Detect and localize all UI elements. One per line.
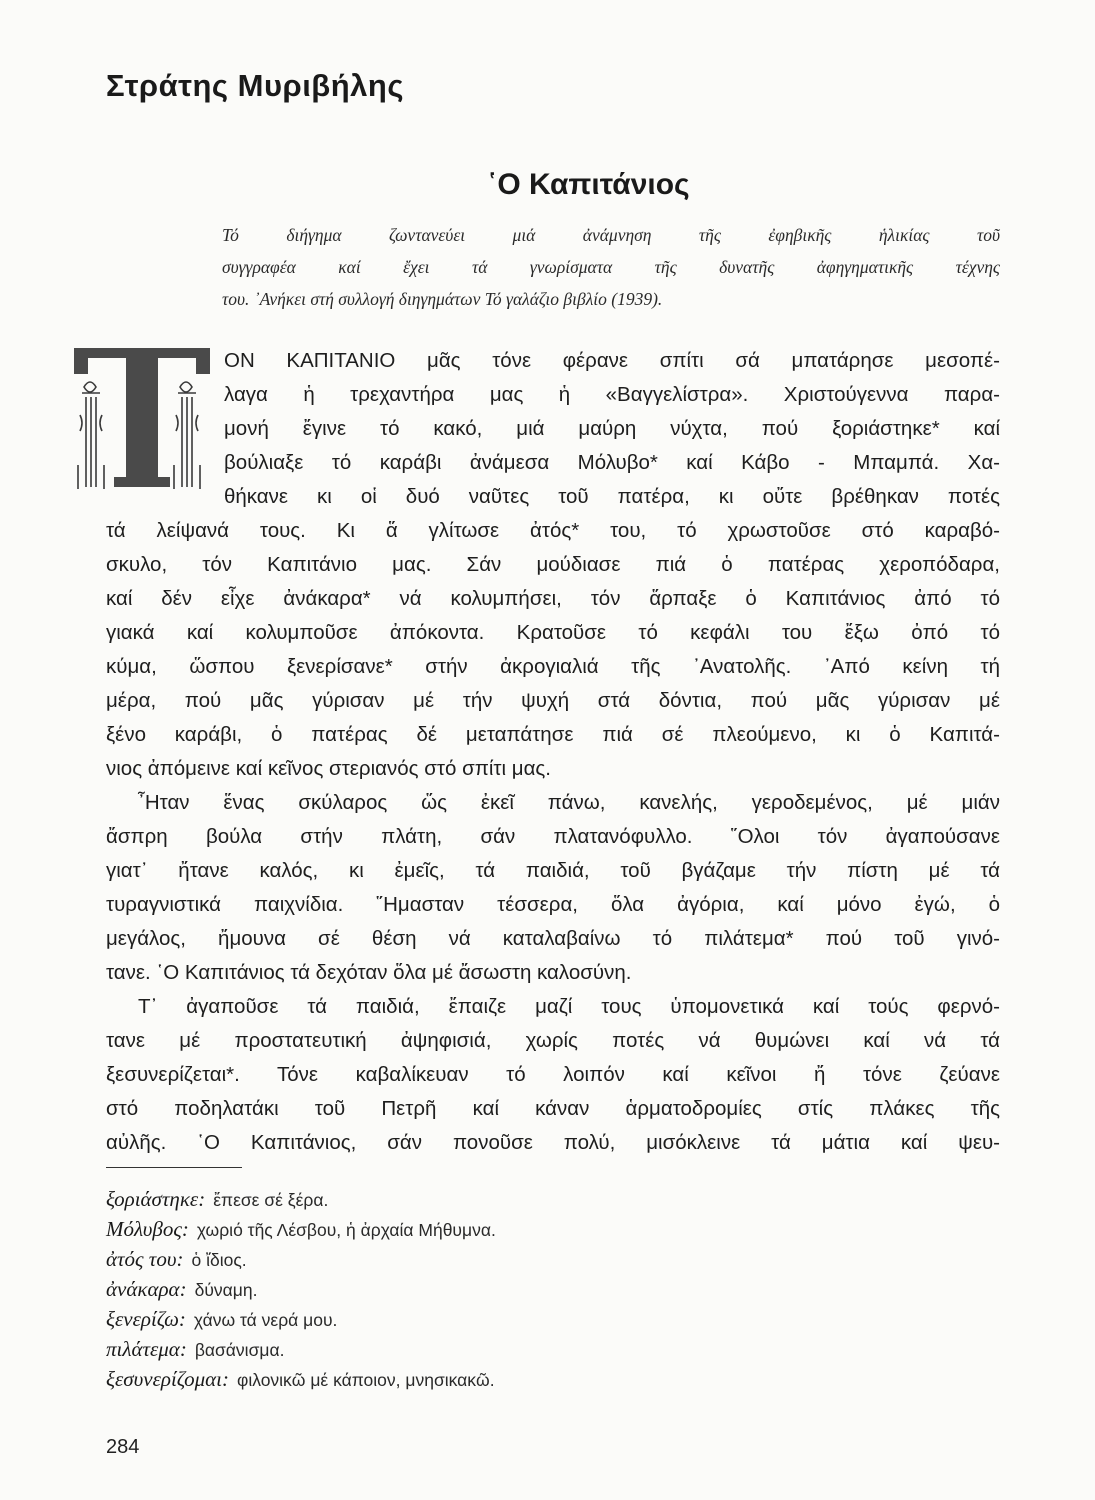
footnote-term: πιλάτεμα:: [106, 1337, 187, 1361]
body-line: Τ᾽ ἀγαποῦσε τά παιδιά, ἔπαιζε μαζί τους ὑπομονετικά καί τούς φερνό-: [138, 995, 1000, 1018]
footnote-term: ξοριάστηκε:: [106, 1187, 206, 1211]
footnote-item: [106, 1244, 1006, 1274]
footnote-item: [106, 1334, 1006, 1364]
body-line: τανε μέ προστατευτική ἀψηφισιά, χωρίς ποτές νά θυμώνει καί νά τά: [106, 1029, 1000, 1052]
footnote-definition: δύναμη.: [194, 1280, 258, 1300]
footnote-term: ξενερίζω:: [106, 1307, 186, 1331]
footnote-item: [106, 1304, 1006, 1334]
body-line: γιατ᾽ ἤτανε καλός, κι ἐμεῖς, τά παιδιά, τοῦ βγάζαμε τήν πίστη μέ τά: [106, 859, 1000, 882]
body-line: στό ποδηλατάκι τοῦ Πετρῆ καί κάναν ἁρματοδρομίες στίς πλάκες τῆς: [106, 1097, 1000, 1120]
footnote-item: [106, 1274, 1006, 1304]
body-line: ΟΝ ΚΑΠΙΤΑΝΙΟ μᾶς τόνε φέρανε σπίτι σά μπατάρησε μεσοπέ-: [224, 349, 1000, 372]
body-line: λαγα ἡ τρεχαντήρα μας ἡ «Βαγγελίστρα». Χριστούγεννα παρα-: [224, 383, 1000, 406]
body-line: θήκανε κι οἱ δυό ναῦτες τοῦ πατέρα, κι οὔτε βρέθηκαν ποτές: [224, 485, 1000, 508]
story-title: ῾Ο Καπιτάνιος: [487, 168, 690, 201]
body-line: τά λείψανά τους. Κι ἅ γλίτωσε ἀτός* του, τό χρωστοῦσε στό καραβό-: [106, 519, 1000, 542]
body-line: ξένο καράβι, ὁ πατέρας δέ μεταπάτησε πιά σέ πλεούμενο, κι ὁ Καπιτά-: [106, 723, 1000, 746]
author-name: Στράτης Μυριβήλης: [106, 68, 404, 103]
ornament-left-icon: [78, 382, 104, 489]
body-line: βούλιαξε τό καράβι ἀνάμεσα Μόλυβο* καί Κάβο - Μπαμπά. Χα-: [224, 451, 1000, 474]
body-line: μεγάλος, ἤμουνα σέ θέση νά καταλαβαίνω τό πιλάτεμα* πού τοῦ γινό-: [106, 927, 1000, 950]
footnote-item: [106, 1184, 1006, 1214]
footnote-definition: χωριό τῆς Λέσβου, ἡ ἀρχαία Μήθυμνα.: [196, 1220, 496, 1240]
body-line: τανε. ῾Ο Καπιτάνιος τά δεχόταν ὅλα μέ ἄσωστη καλοσύνη.: [106, 961, 632, 984]
footnote-definition: βασάνισμα.: [194, 1340, 285, 1360]
footnote-item: [106, 1364, 1006, 1394]
body-line: τυραγνιστικά παιχνίδια. ῞Ημασταν τέσσερα, ὅλα ἀγόρια, καί μόνο ἐγώ, ὁ: [106, 893, 1000, 916]
footnote-definition: φιλονικῶ μέ κάποιον, μνησικακῶ.: [236, 1370, 495, 1390]
body-line: ἄσπρη βούλα στήν πλάτη, σάν πλατανόφυλλο. ῞Ολοι τόν ἀγαπούσανε: [106, 825, 1000, 848]
body-line: αὐλῆς. ῾Ο Καπιτάνιος, σάν πονοῦσε πολύ, μισόκλεινε τά μάτια καί ψευ-: [106, 1131, 1000, 1154]
footnote-term: ξεσυνερίζομαι:: [106, 1367, 229, 1391]
intro-line: Τό διήγημα ζωντανεύει μιά ἀνάμνηση τῆς ἐφηβικῆς ἡλικίας τοῦ: [222, 225, 1000, 245]
intro-line: συγγραφέα καί ἔχει τά γνωρίσματα τῆς δυνατῆς ἀφηγηματικῆς τέχνης: [222, 257, 1000, 277]
footnote-definition: χάνω τά νερά μου.: [193, 1310, 338, 1330]
story-body: [106, 344, 1000, 1160]
footnotes: [106, 1184, 1006, 1394]
footnote-item: [106, 1214, 1006, 1244]
body-line: ῏Ηταν ἕνας σκύλαρος ὥς ἐκεῖ πάνω, κανελής, γεροδεμένος, μέ μιάν: [138, 791, 1000, 814]
body-line: κύμα, ὥσπου ξενερίσανε* στήν ἀκρογιαλιά τῆς ᾽Ανατολῆς. ᾽Από κείνη τή: [106, 655, 1000, 678]
body-line: σκυλο, τόν Καπιτάνιο μας. Σάν μούδιασε πιά ὁ πατέρας χεροπόδαρα,: [106, 553, 1000, 576]
body-line: μέρα, πού μᾶς γύρισαν μέ τήν ψυχή στά δόντια, πού μᾶς γύρισαν μέ: [106, 689, 1000, 712]
body-line: μονή ἔγινε τό κακό, μιά μαύρη νύχτα, πού ξοριάστηκε* καί: [224, 417, 1000, 440]
body-line: ξεσυνερίζεται*. Τόνε καβαλίκευαν τό λοιπόν καί κεῖνοι ἤ τόνε ζεύανε: [106, 1063, 1000, 1086]
footnote-term: ἀνάκαρα:: [106, 1277, 187, 1301]
page-number: 284: [106, 1436, 140, 1458]
body-line: γιακά καί κολυμποῦσε ἀπόκοντα. Κρατοῦσε τό κεφάλι του ἔξω ὀπό τό: [106, 621, 1000, 644]
intro-line: του. ᾽Ανήκει στή συλλογή διηγημάτων Τό γαλάζιο βιβλίο (1939).: [222, 289, 663, 309]
footnote-definition: ὁ ἴδιος.: [191, 1250, 247, 1270]
footnote-definition: ἔπεσε σέ ξέρα.: [213, 1190, 329, 1210]
footnote-divider: [106, 1167, 242, 1168]
body-line: νιος ἀπόμεινε καί κεῖνος στεριανός στό σπίτι μας.: [106, 757, 552, 780]
body-line: καί δέν εἶχε ἀνάκαρα* νά κολυμπήσει, τόν ἅρπαξε ὁ Καπιτάνιος ἀπό τό: [106, 587, 1000, 610]
footnote-term: ἀτός του:: [106, 1247, 184, 1271]
footnote-term: Μόλυβος:: [106, 1217, 189, 1241]
intro-paragraph: [222, 219, 1000, 315]
